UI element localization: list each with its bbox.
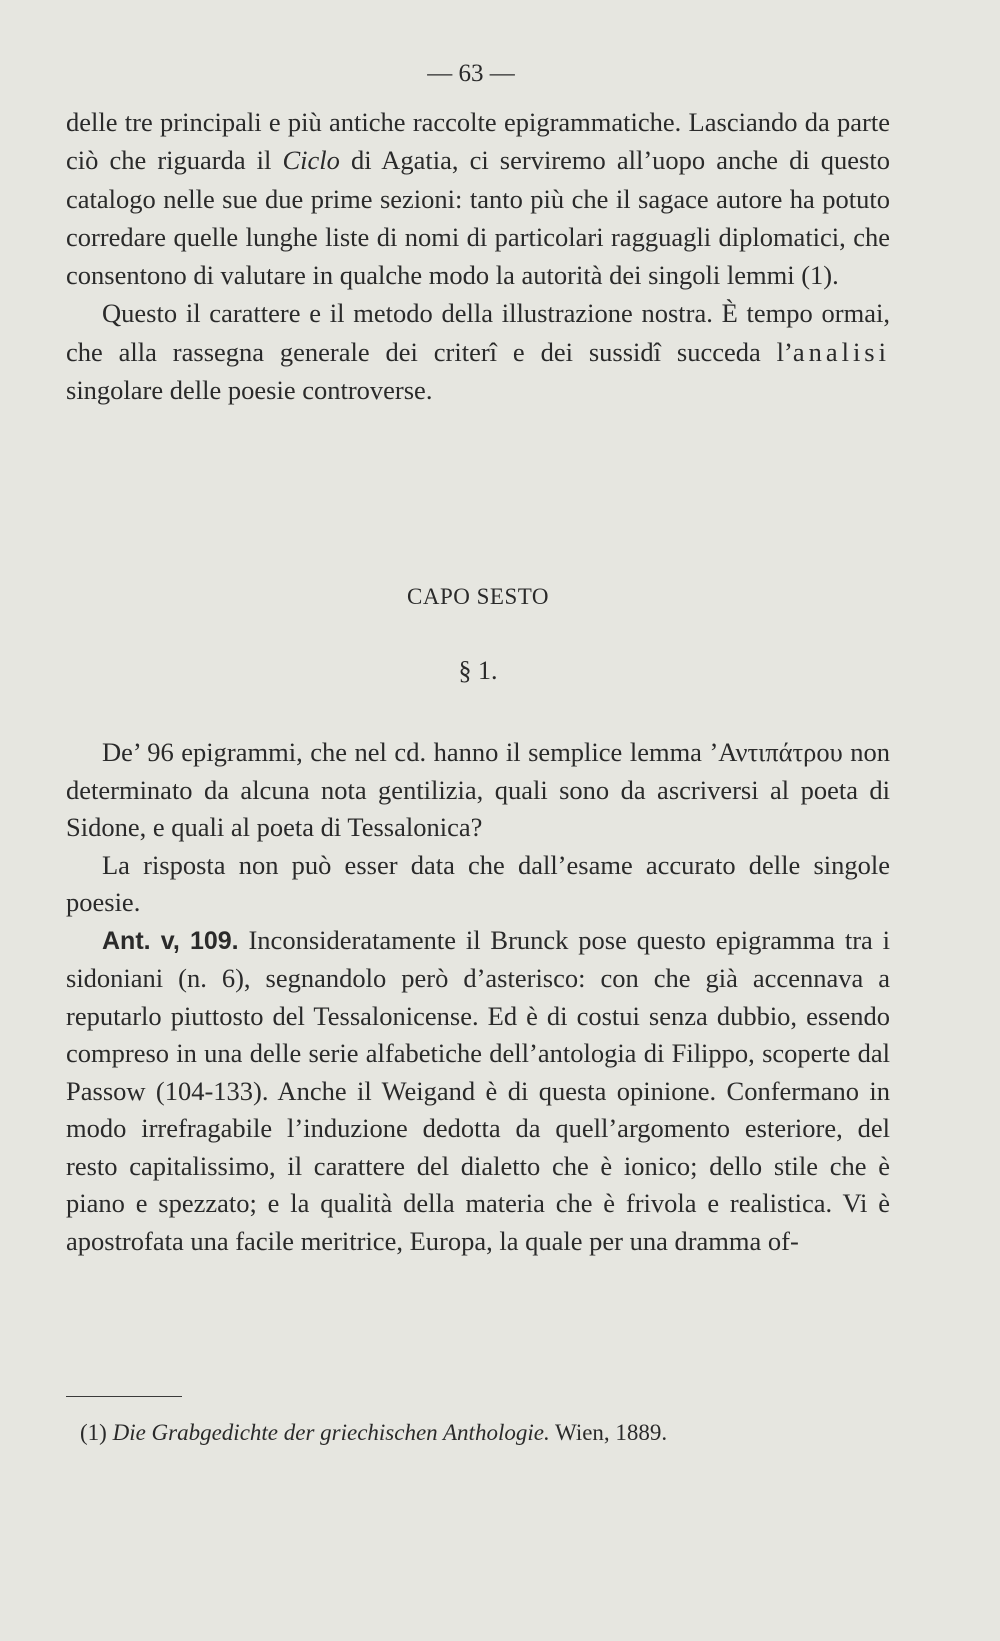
document-page [66,0,890,1641]
footnote-divider [66,1396,182,1397]
footnote-marker: (1) [80,1420,107,1445]
paragraph-ant-109 [66,922,890,1261]
footnote-title: Die Grabgedichte der griechischen Anthologie. [112,1420,550,1445]
paragraph-method [66,294,890,409]
text-run: singolare delle poesie controverse. [66,375,433,406]
paragraph-catalogue [66,103,890,294]
text-run: Questo il carattere e il metodo della illustrazione nostra. È tempo ormai, che alla rassegna generale dei criterî e dei sussidî succeda l’ [66,298,890,367]
epigram-reference: Ant. v, 109. [102,926,239,955]
paragraph-question: De’ 96 epigrammi, che nel cd. hanno il semplice lemma ’Αντιπάτρου non determinato da alcuna nota gentilizia, quali sono da ascriversi al poeta di Sidone, e quali al poeta di Tessalonica? [66,737,890,842]
section-heading: § 1. [458,656,498,685]
italic-title: Ciclo [282,145,340,176]
chapter-heading: CAPO SESTO [407,584,549,609]
section-text [66,734,890,1260]
text-run: delle tre principali e più antiche raccolte epigrammatiche. Lasciando da parte ciò che riguarda il [66,107,890,176]
text-run: Inconsideratamente il Brunck pose questo epigramma tra i sidoniani (n. 6), segnandolo però d’asterisco: con che già accennava a reputarlo piuttosto del Tessalonicense. Ed è di costui senza dubbio, essendo compreso in una delle serie alfabetiche dell’antologia di Filippo, scoperte dal Passow (104-133). Anche il Weigand è di questa opinione. Confermano in modo irrefragabile l’induzione dedotta da quell’argomento esteriore, del resto capitalissimo, il carattere del dialetto che è ionico; dello stile che è piano e spezzato; e la qualità della materia che è frivola e realistica. Vi è apostrofata una facile meritrice, Europa, la quale per una dramma of- [66,924,891,1256]
text-run: di Agatia, ci serviremo all’uopo anche di questo catalogo nelle sue due prime sezioni: tanto più che il sagace autore ha potuto corredare quelle lunghe liste di nomi di particolari ragguagli diplomatici, che consentono di valutare in qualche modo la autorità dei singoli lemmi (1). [66,145,890,291]
footnote [80,1420,890,1446]
spaced-word: analisi [792,336,890,367]
footnote-place-year: Wien, 1889. [555,1420,668,1445]
page-number: — 63 — [427,60,515,87]
paragraph-answer: La risposta non può esser data che dall’esame accurato delle singole poesie. [66,849,890,917]
opening-text [66,103,890,409]
